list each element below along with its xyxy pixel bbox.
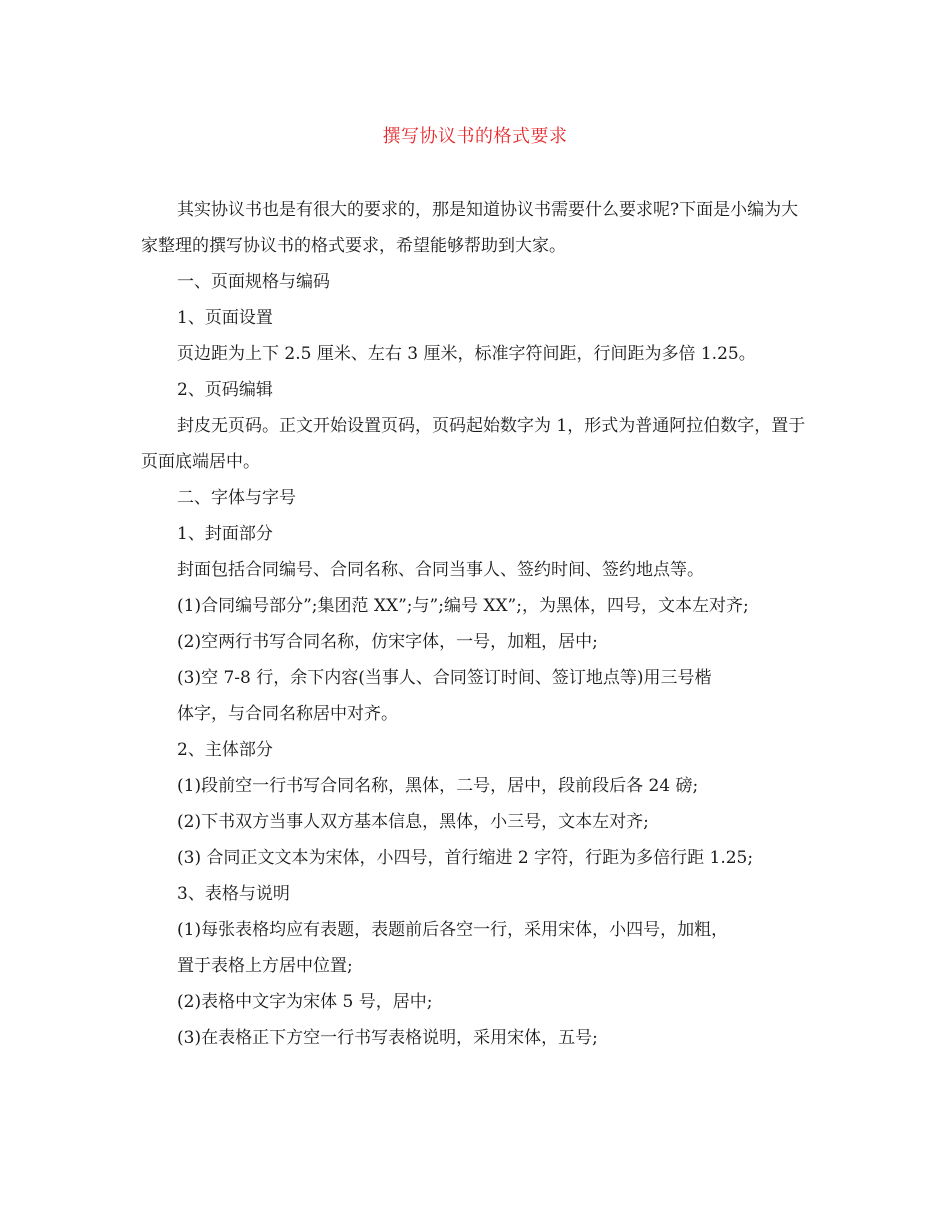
subsection-heading: 2、主体部分 (177, 740, 273, 760)
list-item: (1)合同编号部分”;集团范 XX”;与”;编号 XX”;，为黑体，四号，文本左对齐; (177, 596, 749, 616)
list-item: (2)下书双方当事人双方基本信息，黑体，小三号，文本左对齐; (177, 812, 649, 832)
list-item-continuation: 置于表格上方居中位置; (177, 956, 353, 976)
paragraph: 封皮无页码。正文开始设置页码，页码起始数字为 1，形式为普通阿拉伯数字，置于页面底端居中。 (141, 416, 806, 472)
list-item: (1)每张表格均应有表题，表题前后各空一行，采用宋体，小四号，加粗， (177, 920, 729, 940)
section-heading: 一、页面规格与编码 (177, 272, 330, 292)
list-item: (2)表格中文字为宋体 5 号，居中; (177, 992, 433, 1012)
list-item: (2)空两行书写合同名称，仿宋字体，一号，加粗，居中; (177, 632, 598, 652)
subsection-heading: 1、封面部分 (177, 524, 273, 544)
list-item: (1)段前空一行书写合同名称，黑体，二号，居中，段前段后各 24 磅; (177, 776, 699, 796)
section-heading: 二、字体与字号 (177, 488, 296, 508)
list-item-continuation: 体字，与合同名称居中对齐。 (177, 704, 398, 724)
list-item: (3)在表格正下方空一行书写表格说明，采用宋体，五号; (177, 1028, 598, 1048)
subsection-heading: 1、页面设置 (177, 308, 273, 328)
list-item: (3) 合同正文文本为宋体，小四号，首行缩进 2 字符，行距为多倍行距 1.25; (177, 848, 754, 868)
document-title: 撰写协议书的格式要求 (382, 126, 568, 147)
paragraph: 其实协议书也是有很大的要求的，那是知道协议书需要什么要求呢?下面是小编为大家整理的撰写协议书的格式要求，希望能够帮助到大家。 (141, 200, 799, 256)
document-body (141, 192, 811, 1056)
list-item: (3)空 7-8 行，余下内容(当事人、合同签订时间、签订地点等)用三号楷 (177, 668, 712, 688)
paragraph: 页边距为上下 2.5 厘米、左右 3 厘米，标准字符间距，行间距为多倍 1.25。 (177, 344, 756, 364)
subsection-heading: 2、页码编辑 (177, 380, 273, 400)
paragraph: 封面包括合同编号、合同名称、合同当事人、签约时间、签约地点等。 (177, 560, 704, 580)
subsection-heading: 3、表格与说明 (177, 884, 290, 904)
